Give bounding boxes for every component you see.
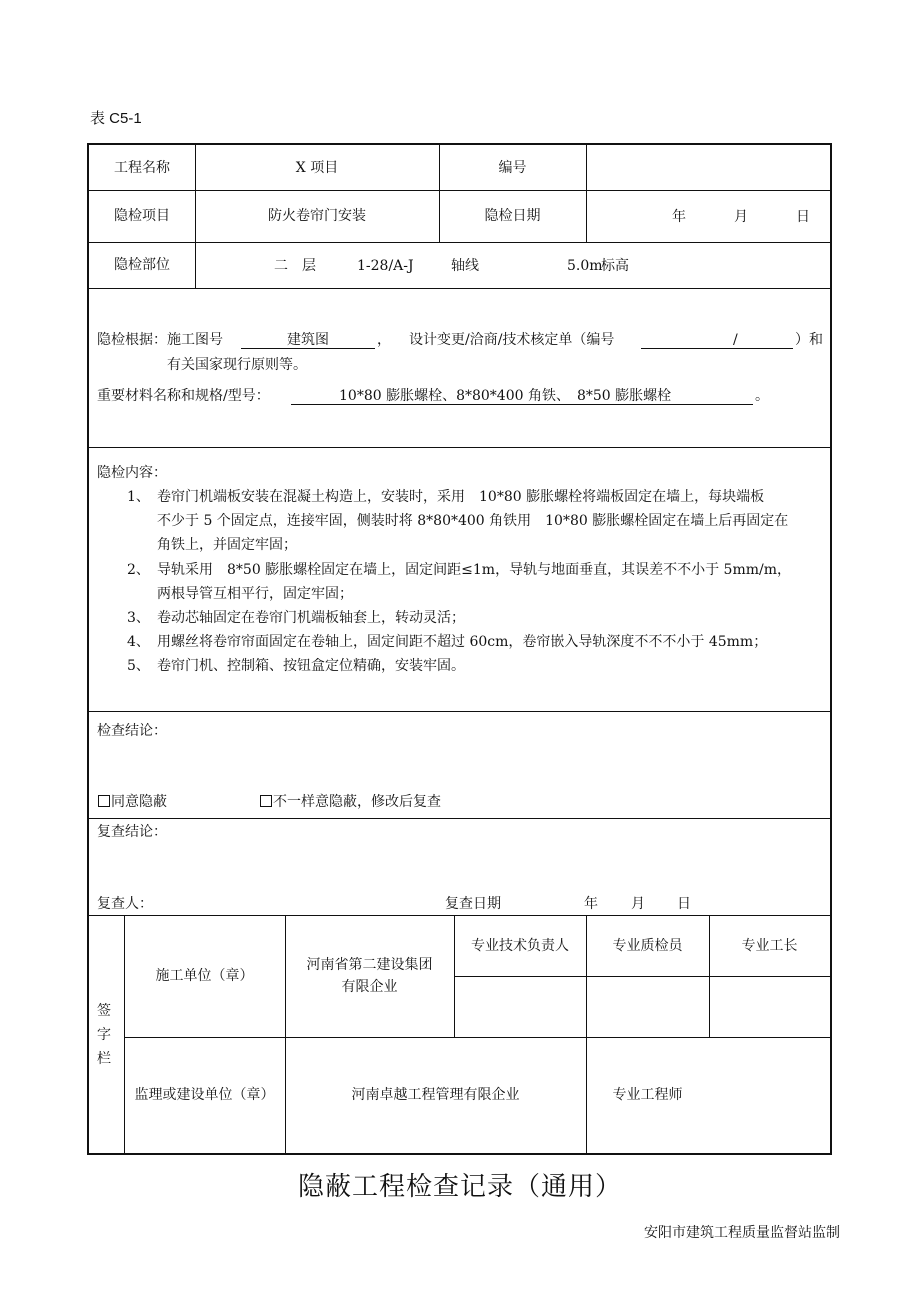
change-no-underline <box>641 348 793 349</box>
project-name-value: X 项目 <box>295 159 339 176</box>
record-form <box>87 143 832 1155</box>
basis-prefix: 隐检根据：施工图号 <box>97 332 223 348</box>
date-day: 日 <box>796 209 810 225</box>
tech-lead-label: 专业技术负责人 <box>471 937 569 954</box>
item-line: 导轨采用 8*50 膨胀螺栓固定在墙上，固定间距≤1m，导轨与地面垂直，其误差不不小于 5mm/m， <box>157 562 791 578</box>
qc-label: 专业质检员 <box>612 937 683 954</box>
row-divider <box>89 288 830 289</box>
design-change-label: 设计变更/洽商/技术核定单（编号 <box>409 332 615 348</box>
number-value <box>586 145 830 190</box>
item-line: 两根导管互相平行，固定牢固； <box>157 586 353 602</box>
item-line: 角铁上，并固定牢固； <box>157 537 297 553</box>
location-label: 隐检部位 <box>114 257 170 273</box>
location-elevation: 5.0m <box>567 258 603 274</box>
drawing-no: 建筑图 <box>287 332 329 348</box>
row-divider <box>89 447 830 448</box>
disagree-option[interactable] <box>260 792 441 812</box>
date-year: 年 <box>672 209 686 225</box>
item-num: 1、 <box>127 489 150 505</box>
table-code: 表 C5-1 <box>90 110 142 127</box>
item-line: 卷动芯轴固定在卷帘门机端板轴套上，转动灵活； <box>157 610 465 626</box>
item-num: 3、 <box>127 610 150 626</box>
recheck-label: 复查结论： <box>97 824 167 840</box>
row-divider <box>89 242 830 243</box>
supervisor-name: 河南卓越工程管理有限企业 <box>351 1087 520 1103</box>
number-label: 编号 <box>498 159 527 176</box>
basis-line2: 有关国家现行原则等。 <box>167 357 307 373</box>
basis-close-and: ）和 <box>795 332 823 348</box>
document-title: 隐蔽工程检查记录（通用） <box>297 1172 622 1202</box>
item-line: 卷帘门机、控制箱、按钮盒定位精确，安装牢固。 <box>157 658 465 674</box>
recheck-person-label: 复查人： <box>97 896 153 912</box>
row-divider <box>89 711 830 712</box>
item-num: 5、 <box>127 658 150 674</box>
checkbox[interactable] <box>260 795 272 807</box>
content-label: 隐检内容： <box>97 465 167 481</box>
materials-end: 。 <box>755 388 769 404</box>
item-num: 2、 <box>127 562 150 578</box>
agree-label: 同意隐蔽 <box>111 794 167 810</box>
change-no: / <box>733 332 738 348</box>
item-num: 4、 <box>127 634 150 650</box>
item-value: 防火卷帘门安装 <box>268 208 366 224</box>
checkbox[interactable] <box>98 795 110 807</box>
issuer: 安阳市建筑工程质量监督站监制 <box>644 1225 840 1241</box>
recheck-month: 月 <box>631 896 645 912</box>
recheck-day: 日 <box>677 896 691 912</box>
item-label: 隐检项目 <box>114 208 170 224</box>
recheck-date-label: 复查日期 <box>445 896 501 912</box>
basis-comma: ， <box>377 332 391 348</box>
recheck-year: 年 <box>584 896 598 912</box>
engineer-label: 专业工程师 <box>612 1087 683 1103</box>
location-axis-label: 轴线 <box>451 258 479 274</box>
row-divider <box>89 818 830 819</box>
conclusion-label: 检查结论： <box>97 723 167 739</box>
project-name-label: 工程名称 <box>114 159 170 176</box>
location-axis: 1-28/A-J <box>357 258 414 274</box>
disagree-label: 不一样意隐蔽，修改后复查 <box>273 794 441 810</box>
item-line: 用螺丝将卷帘帘面固定在卷轴上，固定间距不超过 60cm，卷帘嵌入导轨深度不不不小于 45mm； <box>157 634 768 650</box>
location-elevation-label: 标高 <box>601 258 629 274</box>
agree-option[interactable] <box>98 792 167 812</box>
materials-value: 10*80 膨胀螺栓、8*80*400 角铁、 8*50 膨胀螺栓 <box>339 388 672 404</box>
materials-label: 重要材料名称和规格/型号： <box>97 388 270 404</box>
row-divider <box>454 976 830 977</box>
foreman-label: 专业工长 <box>741 937 798 954</box>
signature-column-label: 签 字 栏 <box>97 1003 111 1067</box>
item-line: 不少于 5 个固定点，连接牢固，侧装时将 8*80*400 角铁用 10*80 膨胀螺栓固定在墙上后再固定在 <box>157 513 789 529</box>
item-line: 卷帘门机端板安装在混凝土构造上，安装时，采用 10*80 膨胀螺栓将端板固定在墙上，每块端板 <box>157 489 765 505</box>
date-month: 月 <box>734 209 748 225</box>
date-label: 隐检日期 <box>484 208 541 224</box>
supervisor-label: 监理或建设单位（章） <box>134 1087 275 1103</box>
location-floor: 二 层 <box>274 258 316 274</box>
contractor-name: 河南省第二建设集团 有限企业 <box>306 957 433 995</box>
contractor-label: 施工单位（章） <box>155 968 254 984</box>
